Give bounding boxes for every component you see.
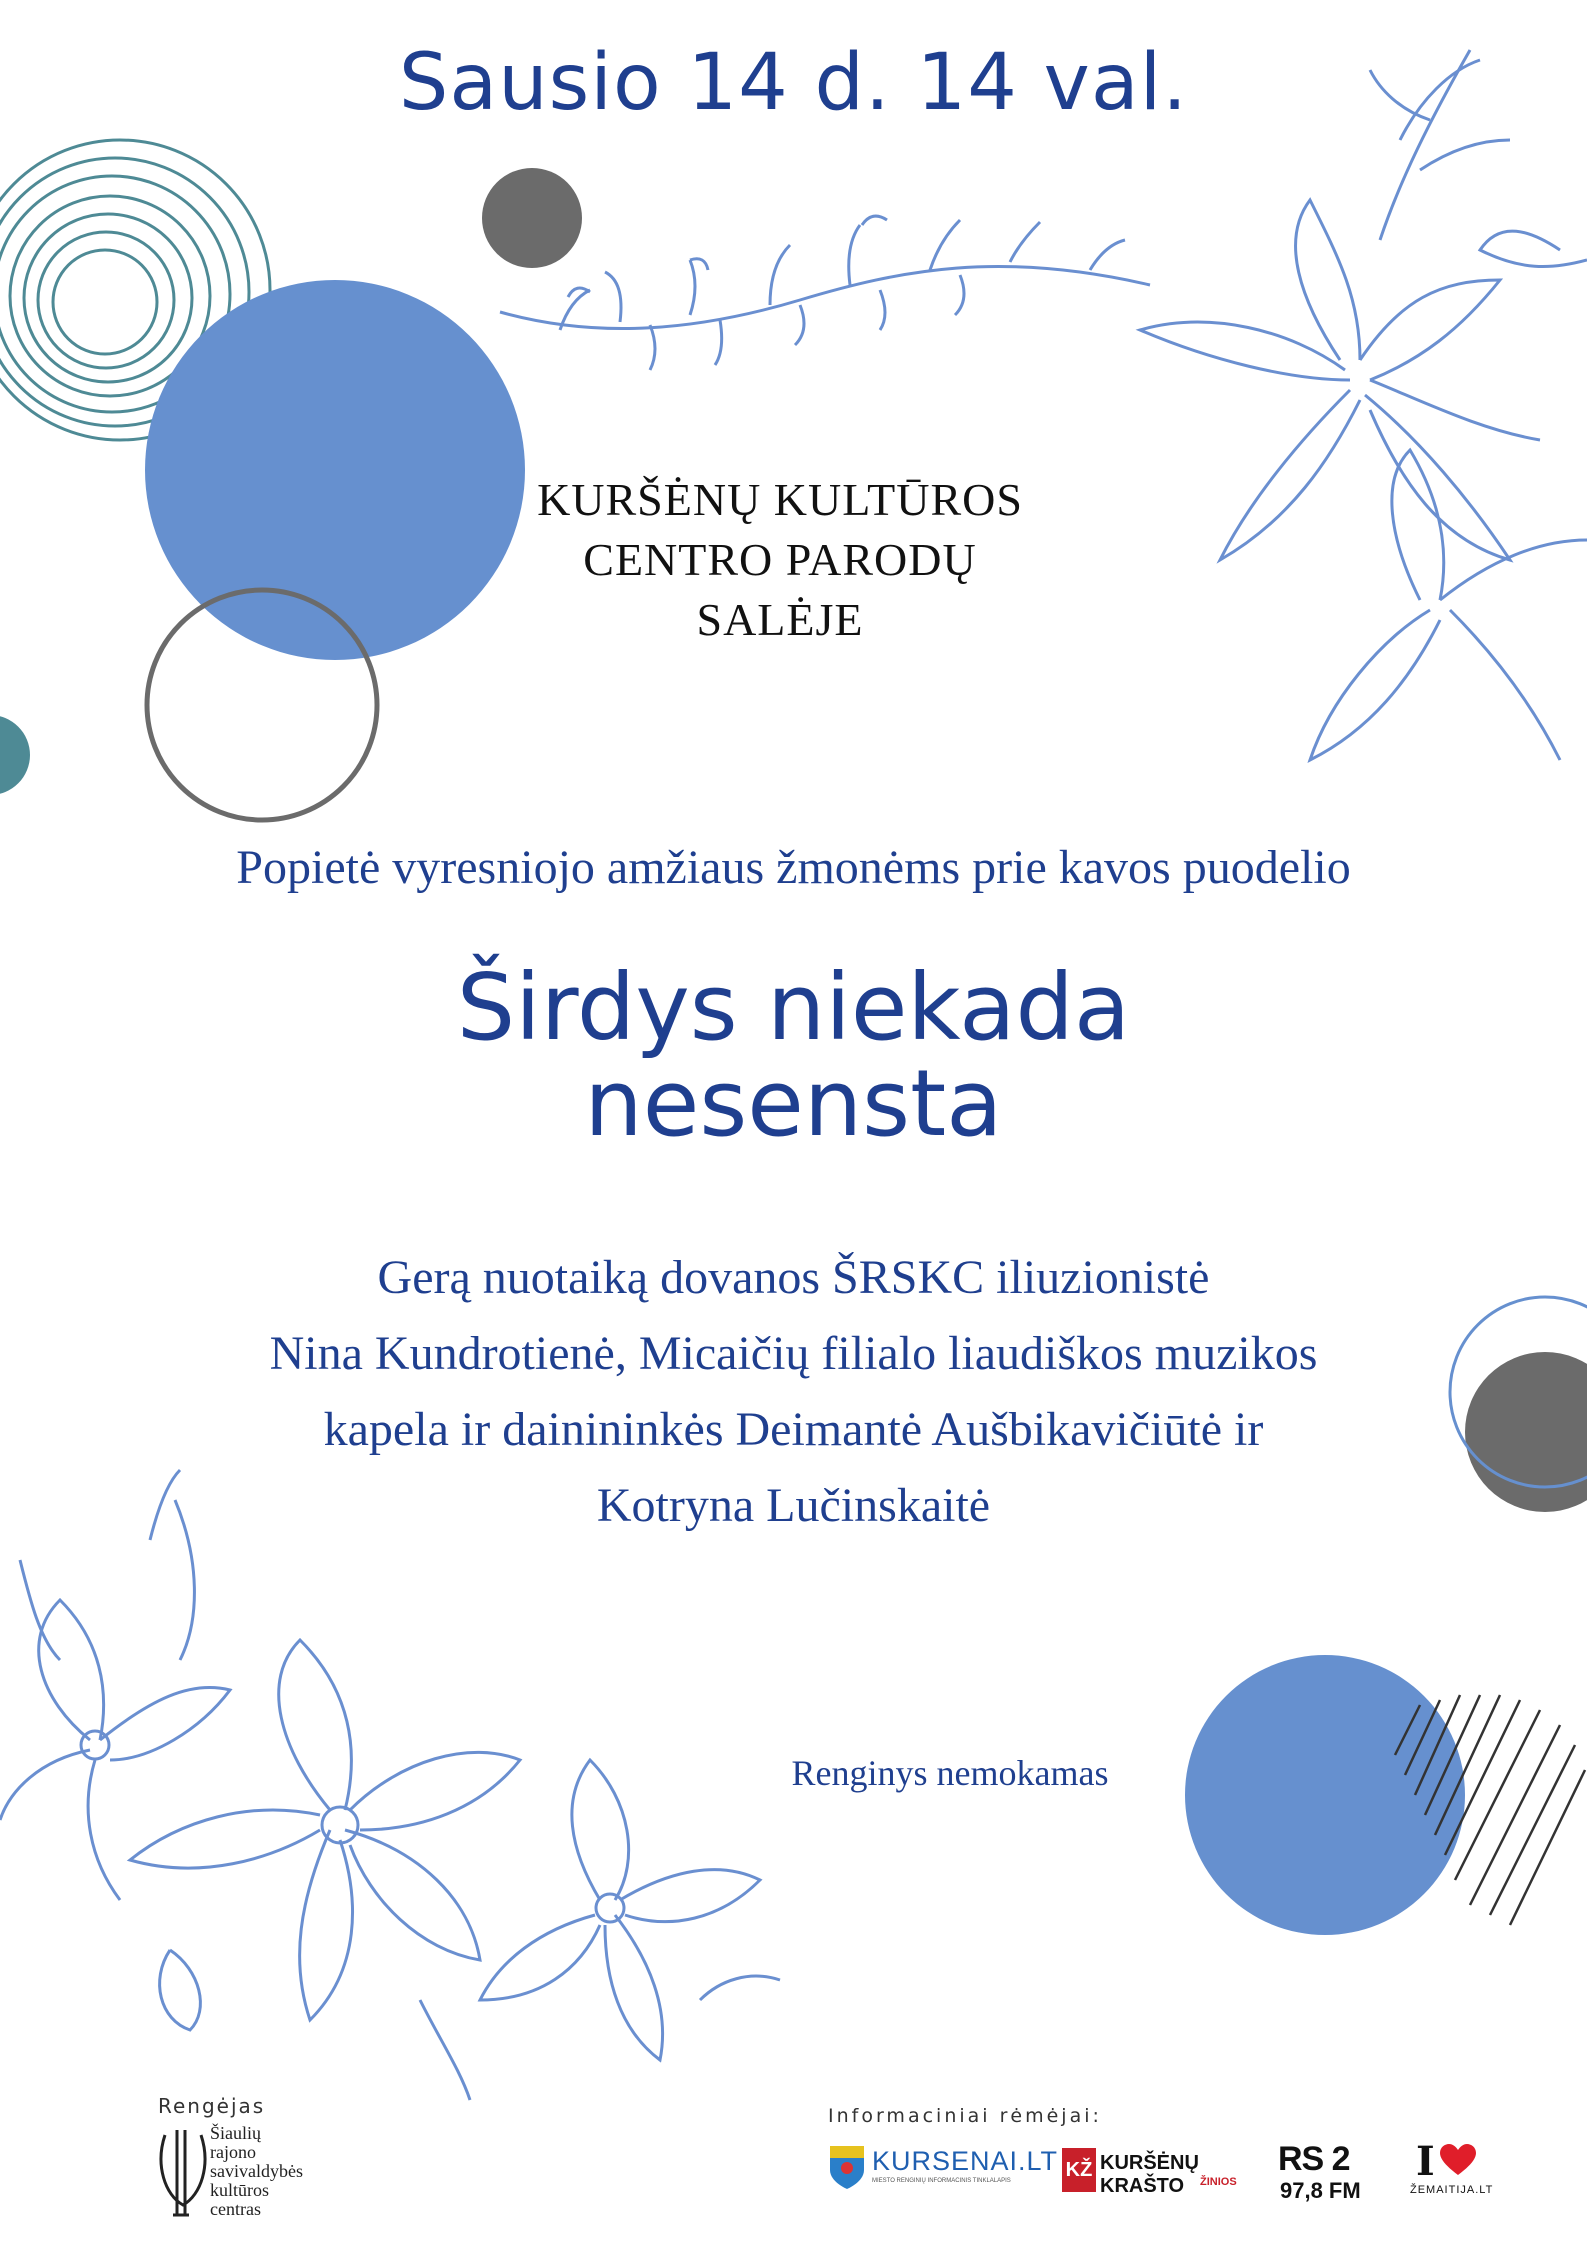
description-line: Nina Kundrotienė, Micaičių filialo liaudiškos muzikos xyxy=(269,1327,1318,1380)
sponsors-label: Informaciniai rėmėjai: xyxy=(828,2105,1102,2127)
sponsor-kursenai xyxy=(828,2144,1059,2194)
organizer-name-line: savivaldybės xyxy=(210,2161,303,2181)
sponsor-kurseny-krasto xyxy=(1062,2148,1252,2197)
radio-name: RS 2 xyxy=(1278,2140,1350,2178)
sponsor-radio xyxy=(1278,2140,1378,2204)
blue-circle-bottom xyxy=(1185,1655,1465,1935)
description-line: kapela ir dainininkės Deimantė Aušbikavičiūtė ir xyxy=(323,1403,1264,1456)
venue xyxy=(480,470,1080,650)
title-line: Širdys niekada xyxy=(456,954,1131,1061)
teal-half-circle xyxy=(0,715,30,795)
organizer-label: Rengėjas xyxy=(158,2094,266,2118)
description-line: Gerą nuotaiką dovanos ŠRSKC iliuzionistė xyxy=(377,1251,1210,1304)
kk-sub: ŽINIOS xyxy=(1200,2176,1237,2188)
organizer-name xyxy=(210,2124,303,2219)
gray-circle-right xyxy=(1465,1352,1587,1512)
heart-icon xyxy=(1440,2144,1476,2176)
organizer-name-line: rajono xyxy=(210,2142,256,2162)
kursenai-tagline: MIESTO RENGINIŲ INFORMACINIS TINKLALAPIS xyxy=(872,2178,1011,2184)
kursenai-name: KURSENAI.LT xyxy=(872,2146,1059,2176)
kk-name: KURŠĖNŲ KRAŠTO xyxy=(1100,2152,1199,2197)
title-line: nesensta xyxy=(584,1050,1003,1157)
gray-dot xyxy=(482,168,582,268)
organizer-name-line: centras xyxy=(210,2199,261,2219)
event-title xyxy=(0,954,1587,1157)
admission-note: Renginys nemokamas xyxy=(791,1753,1109,1793)
lyre-logo-icon xyxy=(155,2125,211,2225)
sponsor-zemaitija xyxy=(1410,2138,1530,2204)
radio-frequency: 97,8 FM xyxy=(1280,2178,1361,2203)
zemaitija-letter: I xyxy=(1416,2138,1435,2185)
blue-circle xyxy=(145,280,525,660)
vine-icon xyxy=(500,216,1150,370)
venue-line: KURŠĖNŲ KULTŪROS xyxy=(537,474,1023,525)
event-description xyxy=(120,1240,1467,1544)
flower-bouquet-icon xyxy=(0,1470,780,2100)
event-date: Sausio 14 d. 14 val. xyxy=(398,38,1189,128)
venue-line: SALĖJE xyxy=(696,594,864,645)
shield-logo-icon xyxy=(828,2144,866,2190)
organizer-name-line: Šiaulių xyxy=(210,2123,262,2143)
organizer-name-line: kultūros xyxy=(210,2180,270,2200)
venue-line: CENTRO PARODŲ xyxy=(583,534,977,585)
kk-badge: KŽ xyxy=(1062,2148,1096,2192)
description-line: Kotryna Lučinskaitė xyxy=(596,1479,991,1532)
event-subtitle: Popietė vyresniojo amžiaus žmonėms prie kavos puodelio xyxy=(236,841,1351,894)
zemaitija-site: ŽEMAITIJA.LT xyxy=(1410,2184,1494,2196)
lily-flower-icon xyxy=(1140,50,1587,760)
